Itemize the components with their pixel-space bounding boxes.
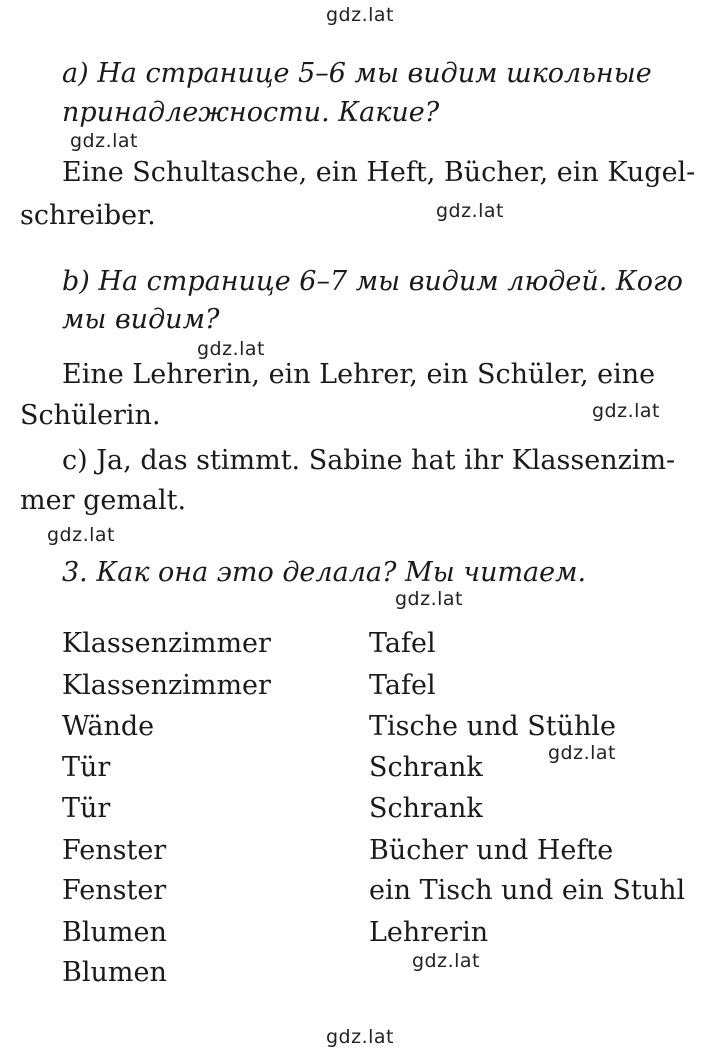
watermark: gdz.lat [548, 742, 617, 764]
word-left: Klassenzimmer [62, 628, 271, 659]
word-right: Schrank [369, 793, 483, 824]
watermark: gdz.lat [436, 200, 505, 222]
watermark: gdz.lat [395, 588, 464, 610]
task3-title: 3. Как она это делала? Мы читаем. [62, 557, 587, 588]
question-a-line-1: a) На странице 5–6 мы видим школьные [62, 58, 652, 89]
watermark: gdz.lat [70, 130, 139, 152]
question-b-line-2: мы видим? [62, 304, 220, 335]
answer-b-line-2: Schülerin. [20, 400, 161, 431]
word-right: ein Tisch und ein Stuhl [369, 875, 686, 906]
word-left: Klassenzimmer [62, 670, 271, 701]
answer-c-line-1: c) Ja, das stimmt. Sabine hat ihr Klassenzim- [62, 445, 676, 476]
word-right: Tische und Stühle [369, 711, 616, 742]
word-right: Lehrerin [369, 917, 489, 948]
watermark: gdz.lat [197, 338, 266, 360]
answer-a-line-2: schreiber. [20, 200, 156, 231]
word-left: Tür [62, 793, 111, 824]
word-left: Wände [62, 711, 155, 742]
word-left: Blumen [62, 957, 167, 988]
watermark: gdz.lat [592, 400, 661, 422]
watermark: gdz.lat [326, 4, 395, 26]
word-right: Schrank [369, 752, 483, 783]
watermark: gdz.lat [412, 950, 481, 972]
question-b-line-1: b) На странице 6–7 мы видим людей. Кого [62, 266, 683, 297]
watermark: gdz.lat [326, 1026, 395, 1048]
word-left: Fenster [62, 835, 167, 866]
word-right: Tafel [369, 670, 436, 701]
word-left: Fenster [62, 875, 167, 906]
word-right: Tafel [369, 628, 436, 659]
answer-a-line-1: Eine Schultasche, ein Heft, Bücher, ein Kugel- [62, 157, 696, 188]
word-right: Bücher und Hefte [369, 835, 614, 866]
answer-b-line-1: Eine Lehrerin, ein Lehrer, ein Schüler, eine [62, 359, 656, 390]
word-left: Blumen [62, 917, 167, 948]
answer-c-line-2: mer gemalt. [20, 485, 187, 516]
question-a-line-2: принадлежности. Какие? [62, 97, 440, 128]
watermark: gdz.lat [47, 524, 116, 546]
word-left: Tür [62, 752, 111, 783]
